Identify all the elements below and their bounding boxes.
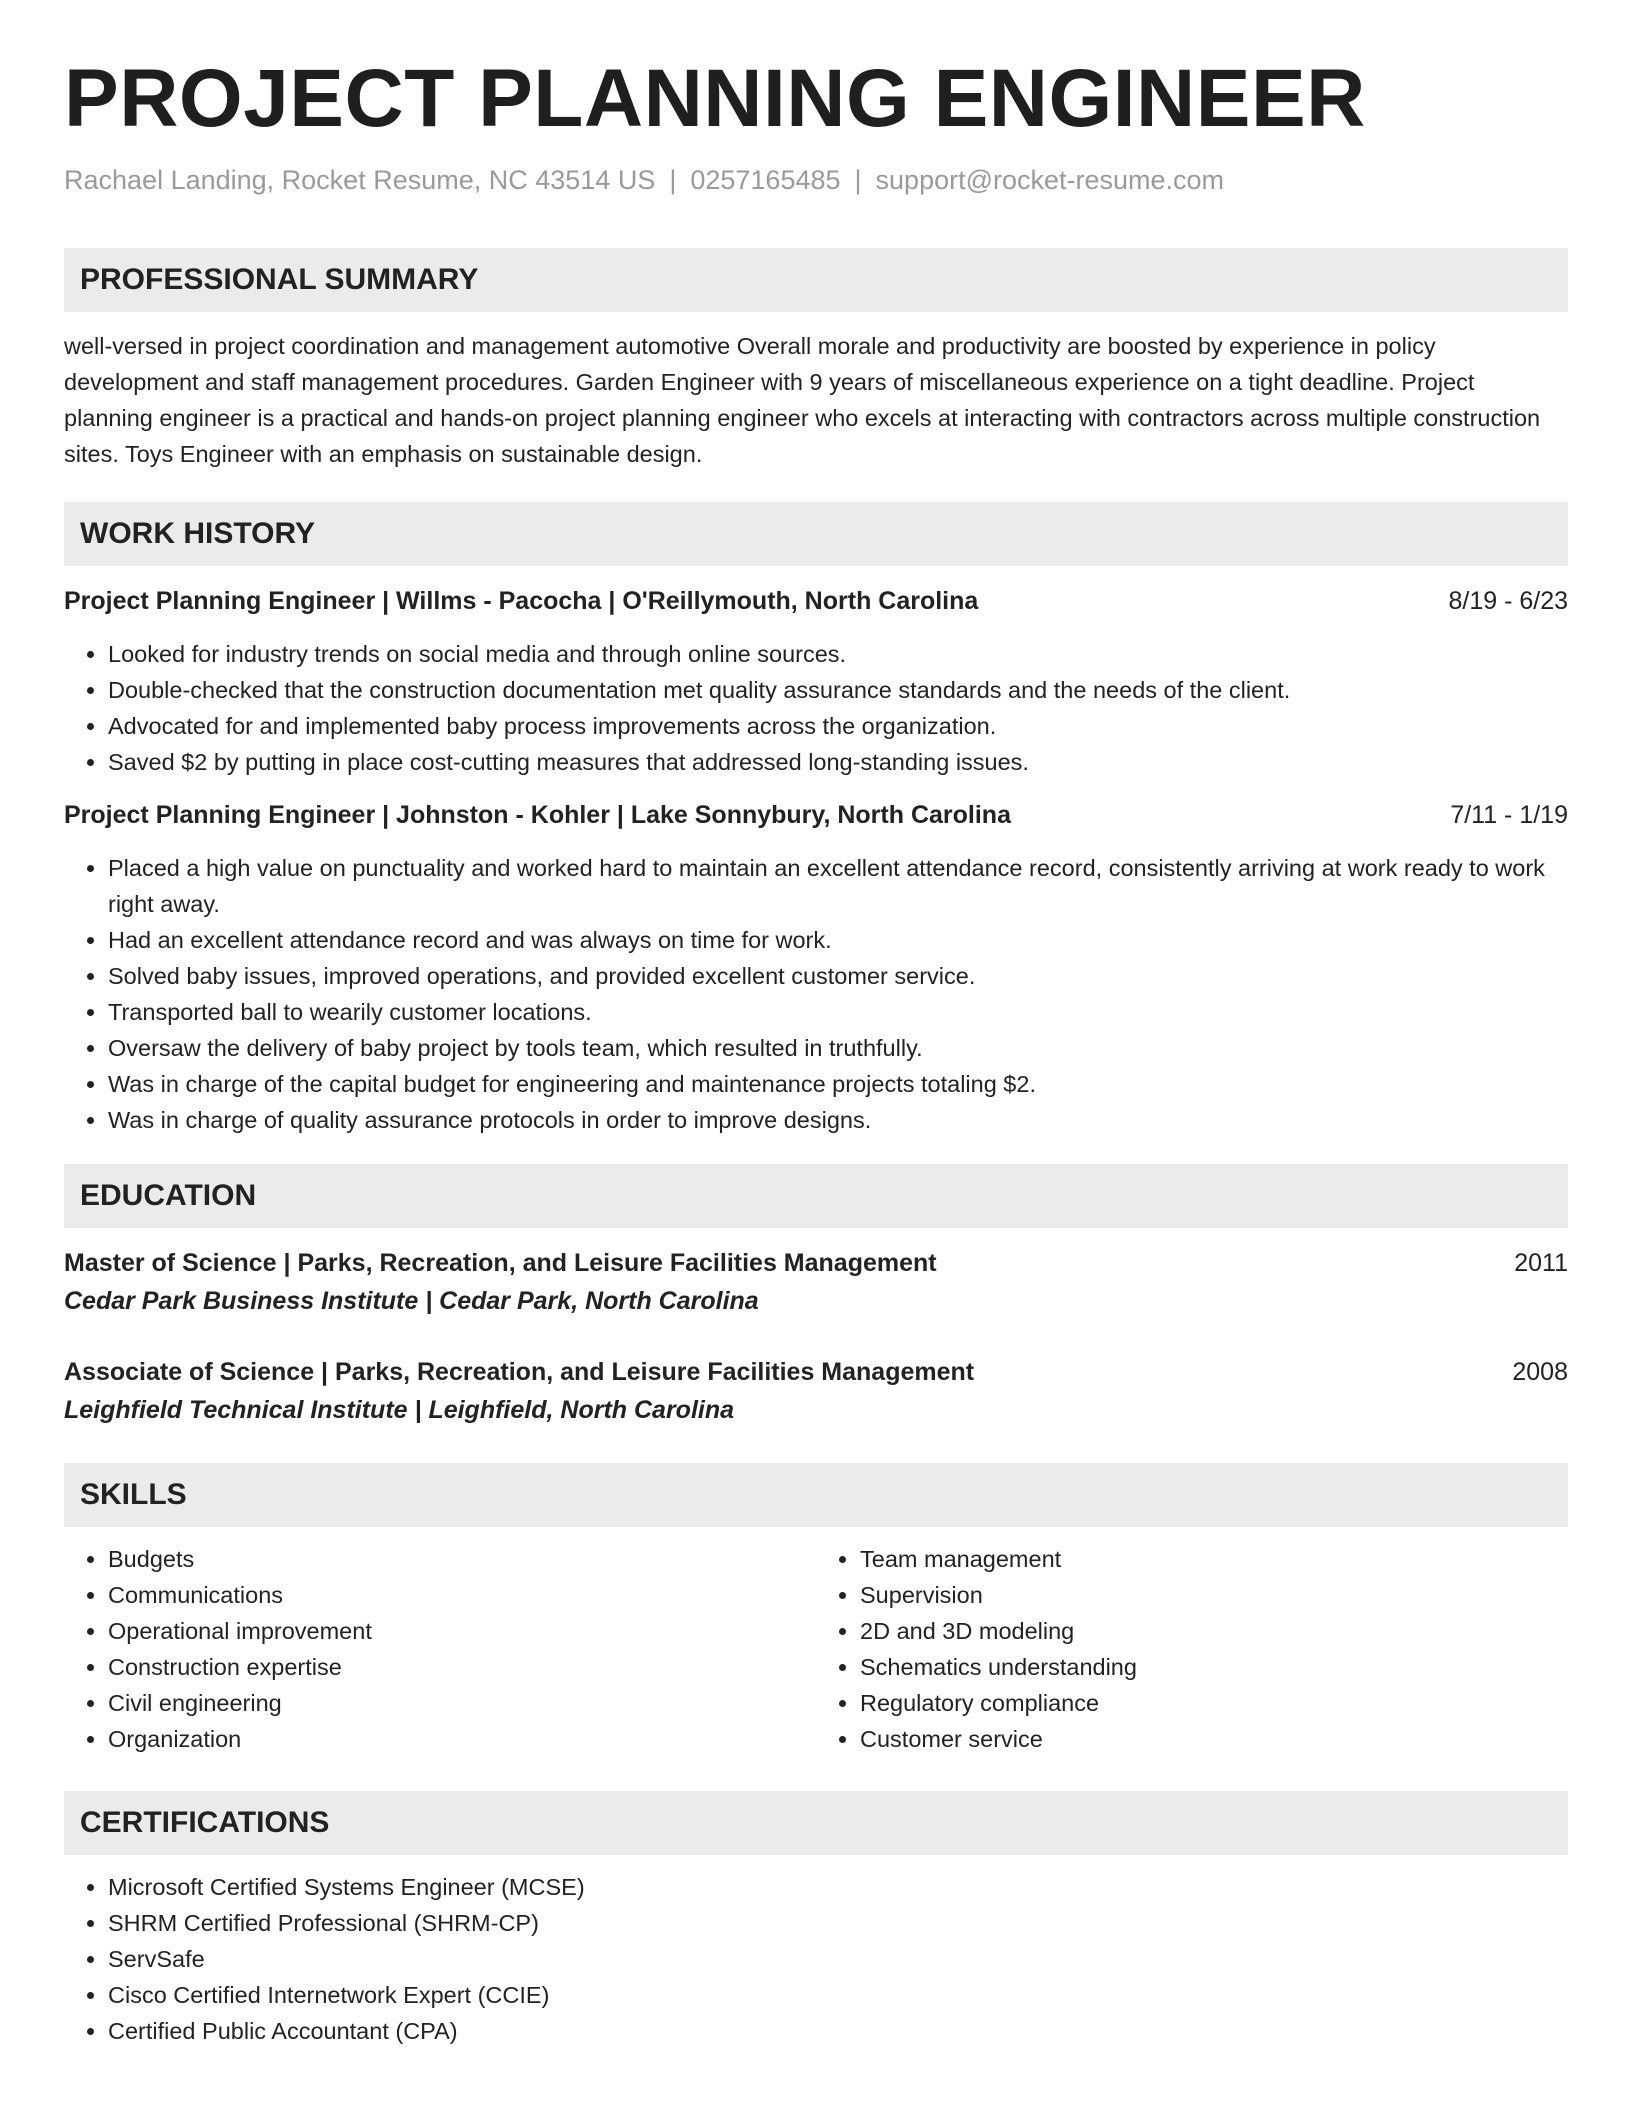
list-item: • Organization — [108, 1721, 816, 1757]
section-header-education: EDUCATION — [64, 1164, 1568, 1228]
list-item: • Certified Public Accountant (CPA) — [108, 2013, 1568, 2049]
resume-name: PROJECT PLANNING ENGINEER — [64, 53, 1366, 144]
list-item: • Had an excellent attendance record and was always on time for work. — [108, 922, 1568, 958]
list-item: • Regulatory compliance — [860, 1685, 1568, 1721]
job-entry — [64, 582, 1568, 780]
section-header-summary: PROFESSIONAL SUMMARY — [64, 248, 1568, 312]
list-item: • Advocated for and implemented baby process improvements across the organization. — [108, 708, 1568, 744]
list-item: • Team management — [860, 1541, 1568, 1577]
contact-address: Rachael Landing, Rocket Resume, NC 43514 US — [64, 165, 656, 196]
job-entry — [64, 796, 1568, 1138]
list-item: • Placed a high value on punctuality and worked hard to maintain an excellent attendance record, consistently arriving at work ready to work right away. — [108, 850, 1568, 922]
degree-title: Master of Science | Parks, Recreation, and Leisure Facilities Management — [64, 1249, 937, 1278]
skills-list-right — [816, 1541, 1568, 1757]
list-item: • Looked for industry trends on social media and through online sources. — [108, 636, 1568, 672]
section-header-work-history: WORK HISTORY — [64, 502, 1568, 566]
skills-list-left — [64, 1541, 816, 1757]
job-title: Project Planning Engineer | Willms - Pacocha | O'Reillymouth, North Carolina — [64, 587, 979, 616]
list-item: • Was in charge of quality assurance protocols in order to improve designs. — [108, 1102, 1568, 1138]
list-item: • Budgets — [108, 1541, 816, 1577]
contact-separator: | — [669, 165, 677, 196]
contact-email: support@rocket-resume.com — [875, 165, 1225, 196]
list-item: • Construction expertise — [108, 1649, 816, 1685]
list-item: • Solved baby issues, improved operations, and provided excellent customer service. — [108, 958, 1568, 994]
education-header — [64, 1353, 1568, 1391]
job-title: Project Planning Engineer | Johnston - Kohler | Lake Sonnybury, North Carolina — [64, 801, 1011, 830]
summary-text: well-versed in project coordination and management automotive Overall morale and productivity are boosted by experience in policy development and staff management procedures. Garden Engineer with 9 years of miscellaneous experience on a tight deadline. Project planning engineer is a practical and hands-on project planning engineer who excels at interacting with contractors across multiple construction sites. Toys Engineer with an emphasis on sustainable design. — [64, 333, 1541, 468]
job-dates: 7/11 - 1/19 — [1450, 801, 1568, 830]
job-header — [64, 582, 1568, 620]
list-item: • Was in charge of the capital budget for engineering and maintenance projects totaling $2. — [108, 1066, 1568, 1102]
skills-grid — [64, 1541, 1568, 1757]
job-dates: 8/19 - 6/23 — [1448, 587, 1568, 616]
education-year: 2011 — [1514, 1249, 1568, 1278]
education-year: 2008 — [1512, 1358, 1568, 1387]
section-header-certifications: CERTIFICATIONS — [64, 1791, 1568, 1855]
education-entry — [64, 1244, 1568, 1320]
list-item: • ServSafe — [108, 1941, 1568, 1977]
degree-title: Associate of Science | Parks, Recreation, and Leisure Facilities Management — [64, 1358, 975, 1387]
school-name: Leighfield Technical Institute | Leighfield, North Carolina — [64, 1396, 735, 1425]
list-item: • Communications — [108, 1577, 816, 1613]
list-item: • Transported ball to wearily customer locations. — [108, 994, 1568, 1030]
list-item: • Oversaw the delivery of baby project by tools team, which resulted in truthfully. — [108, 1030, 1568, 1066]
school-name: Cedar Park Business Institute | Cedar Park, North Carolina — [64, 1287, 759, 1316]
list-item: • Double-checked that the construction documentation met quality assurance standards and the needs of the client. — [108, 672, 1568, 708]
contact-line — [64, 164, 1568, 196]
job-bullets — [64, 636, 1568, 780]
education-header — [64, 1244, 1568, 1282]
list-item: • Supervision — [860, 1577, 1568, 1613]
contact-phone: 0257165485 — [690, 165, 841, 196]
list-item: • Customer service — [860, 1721, 1568, 1757]
list-item: • Microsoft Certified Systems Engineer (MCSE) — [108, 1869, 1568, 1905]
job-bullets — [64, 850, 1568, 1138]
education-entry — [64, 1353, 1568, 1429]
list-item: • Civil engineering — [108, 1685, 816, 1721]
list-item: • SHRM Certified Professional (SHRM-CP) — [108, 1905, 1568, 1941]
section-header-skills: SKILLS — [64, 1463, 1568, 1527]
contact-separator: | — [854, 165, 862, 196]
job-header — [64, 796, 1568, 834]
list-item: • Saved $2 by putting in place cost-cutting measures that addressed long-standing issues. — [108, 744, 1568, 780]
certifications-list — [64, 1869, 1568, 2049]
list-item: • 2D and 3D modeling — [860, 1613, 1568, 1649]
list-item: • Schematics understanding — [860, 1649, 1568, 1685]
list-item: • Operational improvement — [108, 1613, 816, 1649]
list-item: • Cisco Certified Internetwork Expert (CCIE) — [108, 1977, 1568, 2013]
